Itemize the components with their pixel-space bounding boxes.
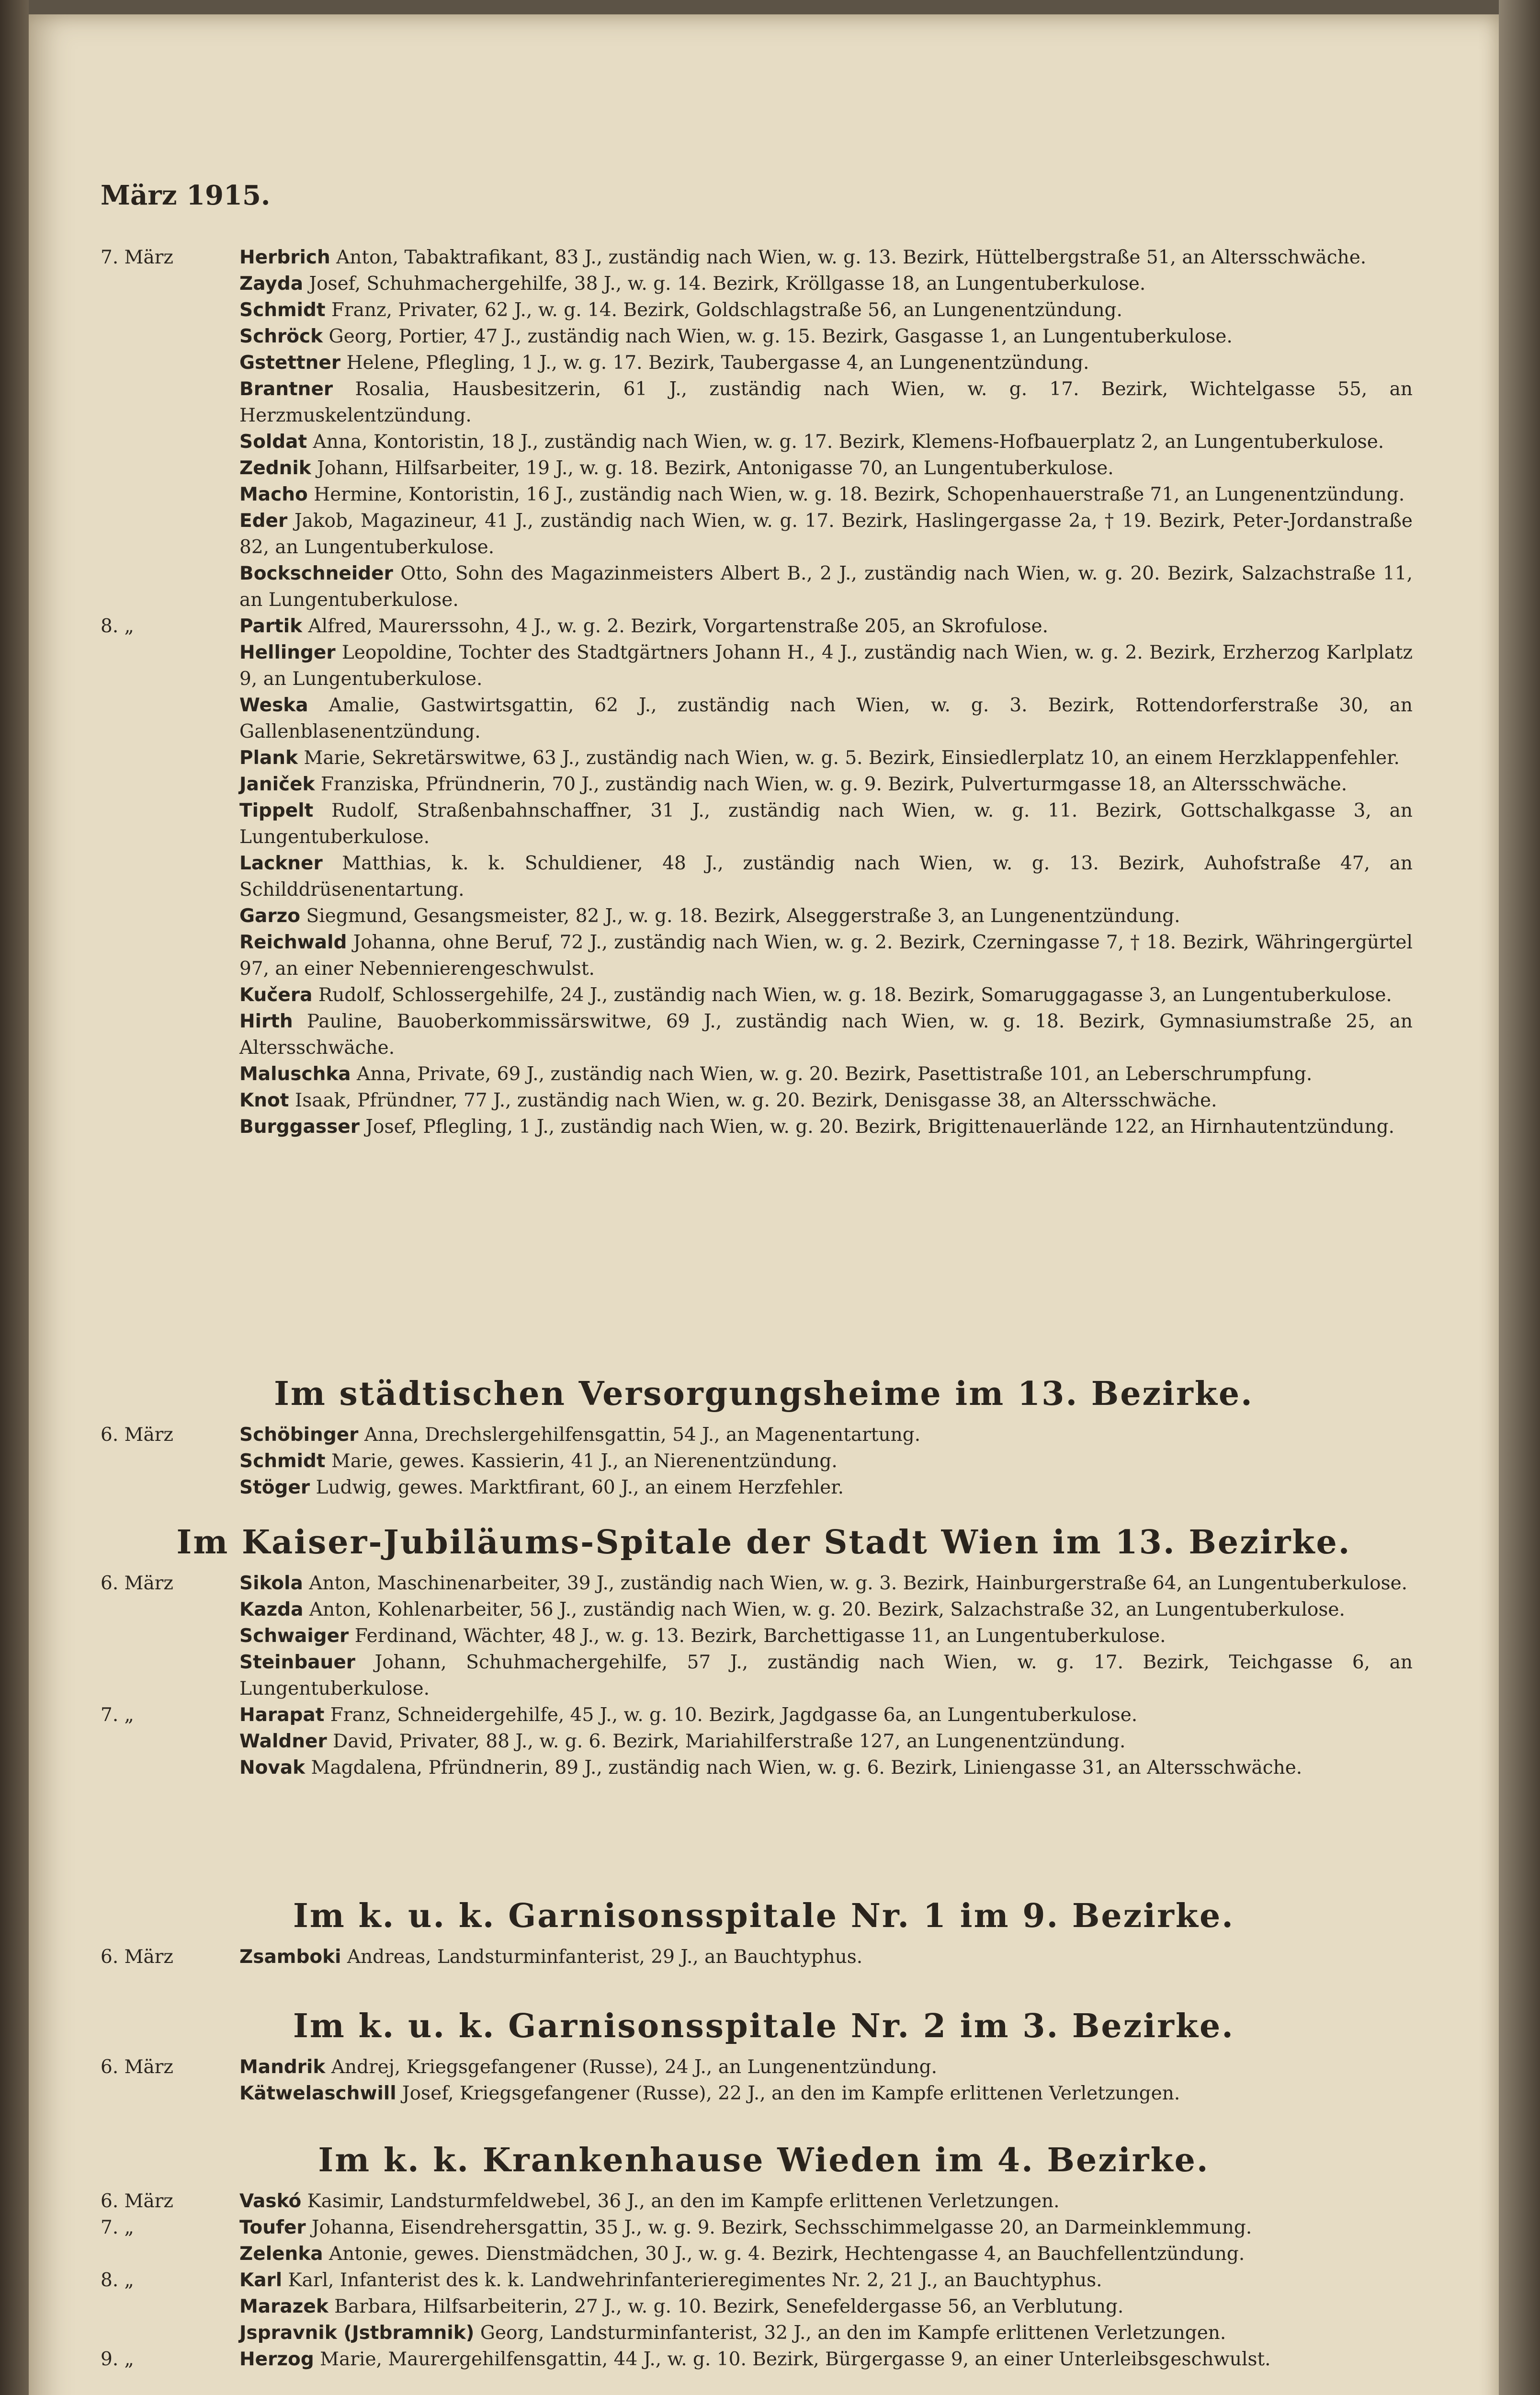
entry-date: 7. „	[101, 2217, 134, 2238]
death-entry	[29, 2346, 1499, 2372]
death-entry	[29, 1702, 1499, 1728]
entry-details: Barbara, Hilfsarbeiterin, 27 J., w. g. 10. Bezirk, Senefeldergasse 56, an Verblutung.	[334, 2296, 1124, 2317]
entry-details: Franziska, Pfründnerin, 70 J., zuständig nach Wien, w. g. 9. Bezirk, Pulverturmgasse 18, an Altersschwäche.	[320, 774, 1348, 795]
death-entry	[29, 1570, 1499, 1597]
death-entry	[29, 1623, 1499, 1649]
entry-details: Josef, Pflegling, 1 J., zuständig nach Wien, w. g. 20. Bezirk, Brigittenauerlände 122, an Hirnhautentzündung.	[365, 1116, 1395, 1138]
entry-surname: Kätwelaschwill	[239, 2083, 396, 2104]
entry-surname: Soldat	[239, 431, 307, 453]
entry-details: Rudolf, Schlossergehilfe, 24 J., zuständig nach Wien, w. g. 18. Bezirk, Somaruggagasse 3, an Lungentuberkulose.	[318, 984, 1392, 1006]
entry-details: Matthias, k. k. Schuldiener, 48 J., zuständig nach Wien, w. g. 13. Bezirk, Auhofstraße 47, an Schilddrüsenentartung.	[239, 853, 1413, 901]
death-entry	[29, 2293, 1499, 2320]
death-entry	[29, 481, 1499, 508]
death-entry	[29, 982, 1499, 1008]
entry-details: Marie, Sekretärswitwe, 63 J., zuständig nach Wien, w. g. 5. Bezirk, Einsiedlerplatz 10, an einem Herzklappenfehler.	[304, 747, 1400, 769]
entry-list	[29, 244, 1499, 1140]
section	[29, 1523, 1499, 1781]
death-entry	[29, 798, 1499, 850]
entry-surname: Stöger	[239, 1477, 310, 1498]
entry-details: Pauline, Bauoberkommissärswitwe, 69 J., zuständig nach Wien, w. g. 18. Bezirk, Gymnasiumstraße 25, an Altersschwäche.	[239, 1011, 1413, 1059]
entry-list	[29, 2054, 1499, 2107]
entry-surname: Vaskó	[239, 2190, 302, 2212]
death-entry	[29, 929, 1499, 982]
entry-surname: Kučera	[239, 984, 313, 1006]
entry-list	[29, 1944, 1499, 1970]
entry-details: Marie, Maurergehilfensgattin, 44 J., w. g. 10. Bezirk, Bürgergasse 9, an einer Unterleibsgeschwulst.	[320, 2349, 1271, 2370]
entry-surname: Hellinger	[239, 642, 336, 663]
section-title: Im Kaiser-Jubiläums-Spitale der Stadt Wien im 13. Bezirke.	[176, 1523, 1351, 1562]
death-entry	[29, 376, 1499, 429]
entry-details: Otto, Sohn des Magazinmeisters Albert B., 2 J., zuständig nach Wien, w. g. 20. Bezirk, Salzachstraße 11, an Lungentuberkulose.	[239, 563, 1413, 611]
entry-details: Helene, Pflegling, 1 J., w. g. 17. Bezirk, Taubergasse 4, an Lungenentzündung.	[346, 352, 1089, 374]
entry-surname: Zednik	[239, 457, 311, 479]
entry-surname: Hirth	[239, 1011, 293, 1032]
death-entry	[29, 271, 1499, 297]
death-entry	[29, 850, 1499, 903]
entry-details: Josef, Schuhmachergehilfe, 38 J., w. g. 14. Bezirk, Kröllgasse 18, an Lungentuberkulose.	[309, 273, 1146, 295]
entry-details: Leopoldine, Tochter des Stadtgärtners Johann H., 4 J., zuständig nach Wien, w. g. 2. Bezirk, Erzherzog Karlplatz 9, an Lungentuberkulose.	[239, 642, 1413, 690]
entry-list	[29, 2188, 1499, 2372]
entry-date: 7. „	[101, 1704, 134, 1726]
death-entry	[29, 2080, 1499, 2107]
entry-surname: Eder	[239, 510, 288, 532]
death-entry	[29, 2320, 1499, 2346]
entry-details: Kasimir, Landsturmfeldwebel, 36 J., an den im Kampfe erlittenen Verletzungen.	[307, 2190, 1060, 2212]
entry-surname: Mandrik	[239, 2056, 326, 2078]
death-entry	[29, 1728, 1499, 1755]
section	[29, 2007, 1499, 2107]
death-entry	[29, 639, 1499, 692]
entry-surname: Plank	[239, 747, 298, 769]
entry-surname: Sikola	[239, 1573, 303, 1594]
entry-surname: Steinbauer	[239, 1652, 355, 1673]
entry-surname: Novak	[239, 1757, 306, 1779]
death-entry	[29, 508, 1499, 560]
page-edge	[1499, 0, 1540, 2395]
entry-surname: Lackner	[239, 853, 323, 874]
death-entry	[29, 429, 1499, 455]
entry-details: Rudolf, Straßenbahnschaffner, 31 J., zuständig nach Wien, w. g. 11. Bezirk, Gottschalkgasse 3, an Lungentuberkulose.	[239, 800, 1413, 848]
entry-surname: Toufer	[239, 2217, 306, 2238]
death-entry	[29, 1597, 1499, 1623]
entry-details: Antonie, gewes. Dienstmädchen, 30 J., w. g. 4. Bezirk, Hechtengasse 4, an Bauchfellentzündung.	[328, 2243, 1245, 2265]
death-entry	[29, 1649, 1499, 1702]
entry-details: Johanna, Eisendrehersgattin, 35 J., w. g. 9. Bezirk, Sechsschimmelgasse 20, an Darmeinklemmung.	[312, 2217, 1252, 2238]
entry-details: Johanna, ohne Beruf, 72 J., zuständig nach Wien, w. g. 2. Bezirk, Czerningasse 7, † 18. Bezirk, Währingergürtel 97, an einer Nebennierengeschwulst.	[239, 932, 1413, 980]
entry-list	[29, 1570, 1499, 1781]
entry-details: Anna, Drechslergehilfensgattin, 54 J., an Magenentartung.	[364, 1424, 921, 1446]
entry-surname: Marazek	[239, 2296, 328, 2317]
death-entry	[29, 2214, 1499, 2241]
death-entry	[29, 1114, 1499, 1140]
death-entry	[29, 1944, 1499, 1970]
entry-details: Josef, Kriegsgefangener (Russe), 22 J., an den im Kampfe erlittenen Verletzungen.	[402, 2083, 1180, 2104]
death-entry	[29, 2054, 1499, 2080]
entry-surname: Bockschneider	[239, 563, 393, 584]
entry-details: Magdalena, Pfründnerin, 89 J., zuständig nach Wien, w. g. 6. Bezirk, Liniengasse 31, an Altersschwäche.	[311, 1757, 1302, 1779]
section-title: Im städtischen Versorgungsheime im 13. Bezirke.	[274, 1375, 1254, 1413]
death-entry	[29, 1448, 1499, 1474]
section	[29, 244, 1499, 1140]
entry-details: Anton, Maschinenarbeiter, 39 J., zuständig nach Wien, w. g. 3. Bezirk, Hainburgerstraße 64, an Lungentuberkulose.	[309, 1573, 1408, 1594]
death-entry	[29, 1008, 1499, 1061]
entry-date: 6. März	[101, 1573, 173, 1594]
entry-details: David, Privater, 88 J., w. g. 6. Bezirk, Mariahilferstraße 127, an Lungenentzündung.	[333, 1731, 1126, 1752]
entry-surname: Burggasser	[239, 1116, 360, 1138]
entry-details: Siegmund, Gesangsmeister, 82 J., w. g. 18. Bezirk, Alseggerstraße 3, an Lungenentzündung.	[306, 905, 1180, 927]
entry-surname: Maluschka	[239, 1063, 351, 1085]
entry-surname: Herzog	[239, 2349, 314, 2370]
page-header: März 1915.	[101, 180, 271, 211]
death-entry	[29, 692, 1499, 745]
entry-details: Amalie, Gastwirtsgattin, 62 J., zuständig nach Wien, w. g. 3. Bezirk, Rottendorferstraße 30, an Gallenblasenentzündung.	[239, 695, 1413, 742]
entry-details: Ferdinand, Wächter, 48 J., w. g. 13. Bezirk, Barchettigasse 11, an Lungentuberkulose.	[354, 1625, 1166, 1647]
entry-surname: Jspravnik (Jstbramnik)	[239, 2322, 475, 2344]
entry-surname: Schmidt	[239, 1450, 326, 1472]
entry-date: 6. März	[101, 2190, 173, 2212]
entry-surname: Partik	[239, 616, 303, 637]
section	[29, 2141, 1499, 2372]
entry-details: Hermine, Kontoristin, 16 J., zuständig nach Wien, w. g. 18. Bezirk, Schopenhauerstraße 71, an Lungenentzündung.	[314, 484, 1405, 505]
death-entry	[29, 903, 1499, 929]
death-entry	[29, 2267, 1499, 2293]
death-entry	[29, 323, 1499, 350]
entry-details: Anton, Kohlenarbeiter, 56 J., zuständig nach Wien, w. g. 20. Bezirk, Salzachstraße 32, an Lungentuberkulose.	[309, 1599, 1345, 1620]
entry-surname: Schmidt	[239, 299, 326, 321]
entry-date: 6. März	[101, 2056, 173, 2078]
entry-surname: Brantner	[239, 378, 333, 400]
death-entry	[29, 244, 1499, 271]
entry-details: Jakob, Magazineur, 41 J., zuständig nach Wien, w. g. 17. Bezirk, Haslingergasse 2a, † 19. Bezirk, Peter-Jordanstraße 82, an Lungentuberkulose.	[239, 510, 1413, 558]
entry-details: Anna, Private, 69 J., zuständig nach Wien, w. g. 20. Bezirk, Pasettistraße 101, an Leberschrumpfung.	[357, 1063, 1313, 1085]
entry-details: Andreas, Landsturminfanterist, 29 J., an Bauchtyphus.	[347, 1946, 863, 1968]
entry-surname: Weska	[239, 695, 308, 716]
death-entry	[29, 350, 1499, 376]
death-entry	[29, 745, 1499, 771]
entry-surname: Tippelt	[239, 800, 314, 821]
section-title: Im k. u. k. Garnisonsspitale Nr. 2 im 3. Bezirke.	[293, 2007, 1234, 2045]
entry-details: Anna, Kontoristin, 18 J., zuständig nach Wien, w. g. 17. Bezirk, Klemens-Hofbauerplatz 2, an Lungentuberkulose.	[313, 431, 1384, 453]
death-entry	[29, 1061, 1499, 1087]
entry-surname: Zayda	[239, 273, 304, 295]
entry-surname: Reichwald	[239, 932, 347, 953]
death-entry	[29, 2241, 1499, 2267]
entry-date: 7. März	[101, 247, 173, 268]
entry-date: 8. „	[101, 616, 134, 637]
entry-surname: Waldner	[239, 1731, 327, 1752]
entry-surname: Harapat	[239, 1704, 325, 1726]
section-title: Im k. k. Krankenhause Wieden im 4. Bezirke.	[318, 2141, 1210, 2179]
entry-surname: Schöbinger	[239, 1424, 359, 1446]
death-entry	[29, 455, 1499, 481]
document-page	[29, 14, 1499, 2395]
entry-details: Georg, Landsturminfanterist, 32 J., an den im Kampfe erlittenen Verletzungen.	[480, 2322, 1226, 2344]
entry-details: Franz, Privater, 62 J., w. g. 14. Bezirk, Goldschlagstraße 56, an Lungenentzündung.	[331, 299, 1122, 321]
entry-details: Karl, Infanterist des k. k. Landwehrinfanterieregimentes Nr. 2, 21 J., an Bauchtyphus.	[288, 2270, 1102, 2291]
death-entry	[29, 1755, 1499, 1781]
entry-details: Andrej, Kriegsgefangener (Russe), 24 J., an Lungenentzündung.	[331, 2056, 937, 2078]
death-entry	[29, 560, 1499, 613]
book-spine	[0, 0, 29, 2395]
entry-list	[29, 1422, 1499, 1501]
section	[29, 1375, 1499, 1501]
entry-surname: Garzo	[239, 905, 301, 927]
death-entry	[29, 297, 1499, 323]
entry-date: 6. März	[101, 1946, 173, 1968]
entry-surname: Schröck	[239, 326, 323, 347]
entry-surname: Janiček	[239, 774, 315, 795]
entry-details: Alfred, Maurerssohn, 4 J., w. g. 2. Bezirk, Vorgartenstraße 205, an Skrofulose.	[308, 616, 1048, 637]
section-title: Im k. u. k. Garnisonsspitale Nr. 1 im 9. Bezirke.	[293, 1897, 1234, 1935]
entry-date: 8. „	[101, 2270, 134, 2291]
entry-surname: Karl	[239, 2270, 283, 2291]
entry-surname: Zsamboki	[239, 1946, 341, 1968]
entry-details: Johann, Hilfsarbeiter, 19 J., w. g. 18. Bezirk, Antonigasse 70, an Lungentuberkulose.	[317, 457, 1114, 479]
entry-surname: Kazda	[239, 1599, 304, 1620]
death-entry	[29, 1422, 1499, 1448]
section	[29, 1897, 1499, 1970]
death-entry	[29, 613, 1499, 639]
entry-date: 6. März	[101, 1424, 173, 1446]
entry-details: Marie, gewes. Kassierin, 41 J., an Nierenentzündung.	[331, 1450, 838, 1472]
entry-details: Ludwig, gewes. Marktfirant, 60 J., an einem Herzfehler.	[316, 1477, 844, 1498]
entry-details: Georg, Portier, 47 J., zuständig nach Wien, w. g. 15. Bezirk, Gasgasse 1, an Lungentuberkulose.	[328, 326, 1233, 347]
death-entry	[29, 1087, 1499, 1114]
entry-surname: Herbrich	[239, 247, 330, 268]
entry-date: 9. „	[101, 2349, 134, 2370]
entry-surname: Zelenka	[239, 2243, 323, 2265]
death-entry	[29, 1474, 1499, 1501]
entry-details: Isaak, Pfründner, 77 J., zuständig nach Wien, w. g. 20. Bezirk, Denisgasse 38, an Altersschwäche.	[294, 1090, 1217, 1111]
entry-details: Franz, Schneidergehilfe, 45 J., w. g. 10. Bezirk, Jagdgasse 6a, an Lungentuberkulose.	[330, 1704, 1138, 1726]
entry-details: Johann, Schuhmachergehilfe, 57 J., zuständig nach Wien, w. g. 17. Bezirk, Teichgasse 6, an Lungentuberkulose.	[239, 1652, 1413, 1699]
entry-details: Anton, Tabaktrafikant, 83 J., zuständig nach Wien, w. g. 13. Bezirk, Hüttelbergstraße 51, an Altersschwäche.	[336, 247, 1367, 268]
entry-details: Rosalia, Hausbesitzerin, 61 J., zuständig nach Wien, w. g. 17. Bezirk, Wichtelgasse 55, an Herzmuskelentzündung.	[239, 378, 1413, 426]
entry-surname: Schwaiger	[239, 1625, 349, 1647]
entry-surname: Knot	[239, 1090, 289, 1111]
death-entry	[29, 2188, 1499, 2214]
death-entry	[29, 771, 1499, 798]
entry-surname: Macho	[239, 484, 308, 505]
entry-surname: Gstettner	[239, 352, 341, 374]
